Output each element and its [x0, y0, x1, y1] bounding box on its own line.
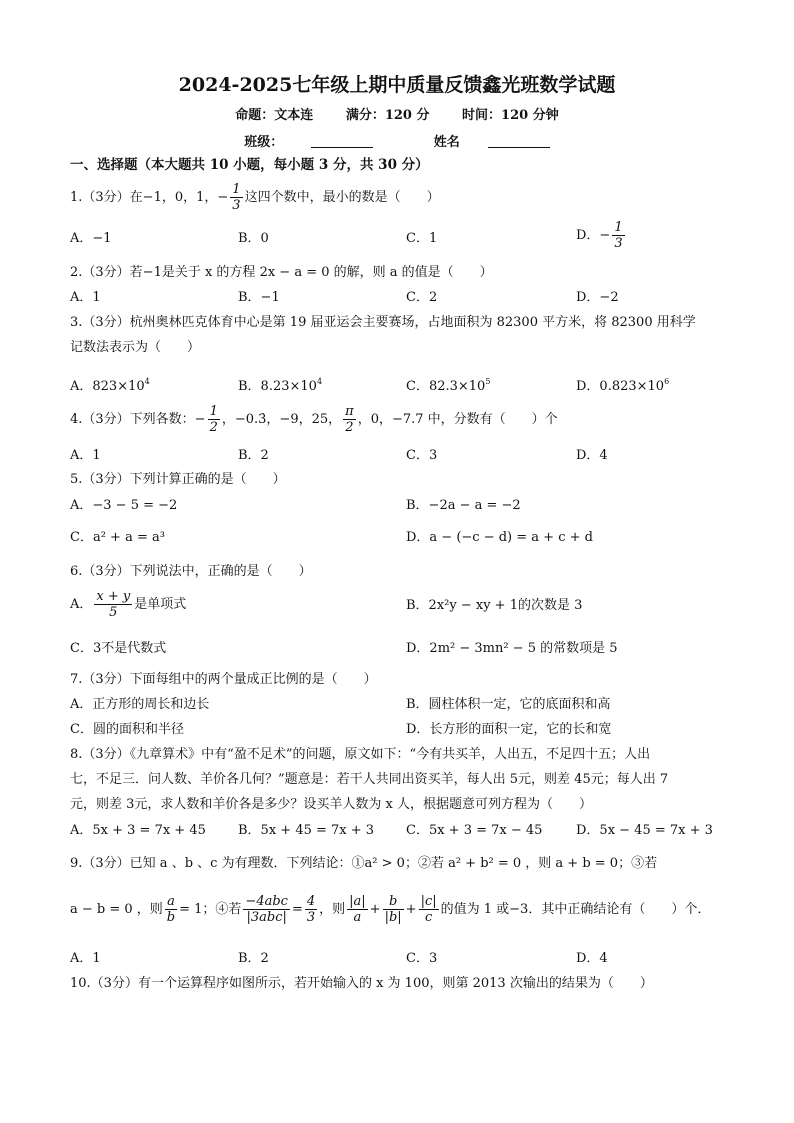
page-title: 2024-2025七年级上期中质量反馈鑫光班数学试题	[178, 74, 616, 96]
q5-option-d: D．a − (−c − d) = a + c + d	[406, 530, 593, 545]
question-10: 10.（3分）有一个运算程序如图所示，若开始输入的 x 为 100，则第 2013 次输出的结果为（ ）	[70, 976, 653, 991]
q7-option-b: B．圆柱体积一定，它的底面积和高	[406, 697, 611, 712]
name-field: 姓名	[420, 135, 564, 150]
q7-option-c: C．圆的面积和半径	[70, 722, 184, 737]
q5-option-c: C．a² + a = a³	[70, 530, 165, 545]
question-1: 1.（3分）在−1，0，1，− $\frac{1}{3}$ 这四个数中，最小的数是（ ）	[70, 182, 440, 213]
question-7: 7.（3分）下面每组中的两个量成正比例的是（ ）	[70, 672, 377, 687]
full-score: 满分：120 分	[345, 108, 430, 123]
q4-option-c: C．3	[406, 448, 438, 463]
q8-option-d: D．5x − 45 = 7x + 3	[576, 823, 713, 838]
question-3-line-2: 记数法表示为（ ）	[70, 340, 201, 355]
q8-option-b: B．5x + 45 = 7x + 3	[238, 823, 375, 838]
class-field: 班级：	[230, 135, 387, 150]
q8-option-c: C．5x + 3 = 7x − 45	[406, 823, 543, 838]
fraction: $\frac{1}{3}$	[232, 182, 241, 213]
q5-option-a: A．−3 − 5 = −2	[70, 498, 178, 513]
question-6: 6.（3分）下列说法中，正确的是（ ）	[70, 564, 312, 579]
author: 命题：文本连	[235, 108, 314, 123]
question-2: 2.（3分）若−1是关于 x 的方程 2x − a = 0 的解，则 a 的值是（ ）	[70, 265, 493, 280]
q4-option-d: D．4	[576, 448, 608, 463]
q9-option-a: A．1	[70, 951, 101, 966]
q9-option-b: B．2	[238, 951, 269, 966]
q2-option-d: D．−2	[576, 290, 619, 305]
q4-option-a: A．1	[70, 448, 101, 463]
q9-option-d: D．4	[576, 951, 608, 966]
question-5: 5.（3分）下列计算正确的是（ ）	[70, 472, 286, 487]
q2-option-c: C．2	[406, 290, 438, 305]
exam-meta	[0, 104, 794, 123]
section-heading: 一、选择题（本大题共 10 小题，每小题 3 分，共 30 分）	[70, 157, 429, 173]
q6-option-a: A． $\frac{x + y}{5}$ 是单项式	[70, 589, 187, 620]
q1-option-d: D．− $\frac{1}{3}$	[576, 220, 623, 251]
q3-option-b: B．$8.23\times 10^4$	[238, 377, 323, 394]
q2-option-b: B．−1	[238, 290, 280, 305]
question-9-line-2: a − b = 0 ，则 $\frac{a}{b}$ = 1；④若 $\frac{\text{−4abc}}{\text{|3abc|}}$ = $\frac{4}{3}$ ，则 $\frac{|a|}{a}$ + $\frac{b}{|b|}$ + $\frac{|c|}{c}$ 的值为 1 或−3．其中正确结论有（ ）个．	[70, 894, 711, 925]
student-info	[0, 131, 794, 150]
q4-option-b: B．2	[238, 448, 269, 463]
q6-option-d: D．2m² − 3mn² − 5 的常数项是 5	[406, 641, 618, 656]
q3-option-a: A．$823\times 10^4$	[70, 377, 150, 394]
q5-option-b: B．−2a − a = −2	[406, 498, 521, 513]
question-8-line-1: 8.（3分）《九章算术》中有“盈不足术”的问题，原文如下：“今有共买羊，人出五，不足四十五；人出	[70, 747, 651, 762]
q6-option-c: C．3不是代数式	[70, 641, 167, 656]
q9-option-c: C．3	[406, 951, 438, 966]
q6-option-b: B．2x²y − xy + 1的次数是 3	[406, 598, 583, 613]
q7-option-a: A．正方形的周长和边长	[70, 697, 210, 712]
question-3-line-1: 3.（3分）杭州奥林匹克体育中心是第 19 届亚运会主要赛场，占地面积为 82300 平方米，将 82300 用科学	[70, 315, 696, 330]
q1-option-a: A．−1	[70, 231, 112, 246]
q2-option-a: A．1	[70, 290, 101, 305]
question-8-line-3: 元，则差 3元，求人数和羊价各是多少？设买羊人数为 x 人，根据题意可列方程为（ ）	[70, 797, 593, 812]
q3-option-d: D．$0.823\times 10^6$	[576, 377, 670, 394]
q3-option-c: C．$82.3\times 10^5$	[406, 377, 491, 394]
q7-option-d: D．长方形的面积一定，它的长和宽	[406, 722, 612, 737]
question-4: 4.（3分）下列各数：− $\frac{1}{2}$ ，−0.3̇，−9，25， $\frac{\pi}{2}$ ，0，−7.7 中，分数有（ ）个	[70, 404, 558, 435]
question-9-line-1: 9.（3分）已知 a 、b 、c 为有理数．下列结论：①a² > 0；②若 a² + b² = 0 ，则 a + b = 0；③若	[70, 856, 658, 871]
q1-option-c: C．1	[406, 231, 438, 246]
time-limit: 时间：120 分钟	[462, 108, 559, 123]
question-8-line-2: 七，不足三．问人数、羊价各几何？”题意是：若干人共同出资买羊，每人出 5元，则差 45元；每人出 7	[70, 772, 669, 787]
q8-option-a: A．5x + 3 = 7x + 45	[70, 823, 206, 838]
q1-option-b: B．0	[238, 231, 269, 246]
